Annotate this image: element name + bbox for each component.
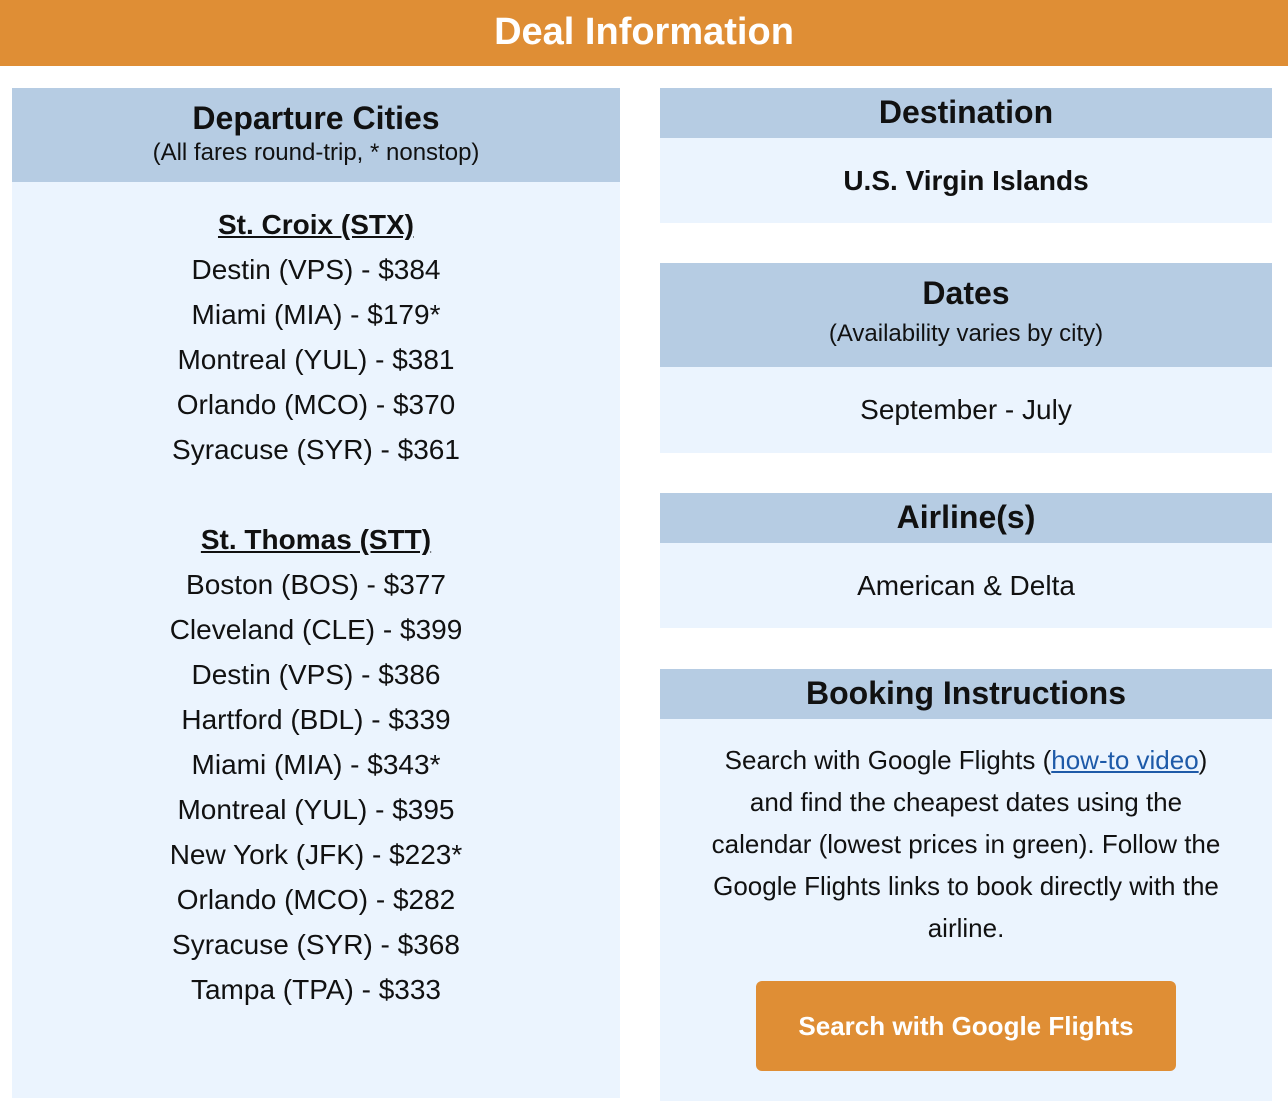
fare-item: Cleveland (CLE) - $399 <box>169 614 463 645</box>
fare-item: Boston (BOS) - $377 <box>186 569 446 600</box>
departure-cities-subtitle: (All fares round-trip, * nonstop) <box>152 139 480 166</box>
deal-information-banner: Deal Information <box>0 0 1288 66</box>
group-spacer <box>12 472 620 517</box>
fare-item: Orlando (MCO) - $370 <box>176 389 456 420</box>
dates-header <box>660 263 1272 367</box>
fare-item: Miami (MIA) - $179* <box>191 299 441 330</box>
airline-box <box>660 493 1272 628</box>
city-group-title-stx: St. Croix (STX) <box>217 209 414 240</box>
departure-cities-header <box>12 88 620 182</box>
fare-item: Syracuse (SYR) - $361 <box>172 434 460 465</box>
dates-box <box>660 263 1272 453</box>
booking-title: Booking Instructions <box>806 675 1126 711</box>
airline-header <box>660 493 1272 543</box>
fare-item: Syracuse (SYR) - $368 <box>172 929 460 960</box>
fare-item: Destin (VPS) - $386 <box>191 659 441 690</box>
airline-value: American & Delta <box>857 570 1075 601</box>
fare-item: Tampa (TPA) - $333 <box>190 974 442 1005</box>
dates-subtitle: (Availability varies by city) <box>828 320 1104 347</box>
fare-item: Destin (VPS) - $384 <box>191 254 441 285</box>
booking-text-end: ) and find the cheapest dates using the calendar (lowest prices in green). Follow the Google Flights links to book directly with the airline. <box>711 745 1221 943</box>
fare-item: Hartford (BDL) - $339 <box>181 704 451 735</box>
city-list <box>12 182 620 1012</box>
booking-instructions-text <box>660 719 1272 949</box>
fare-item: Montreal (YUL) - $381 <box>177 344 455 375</box>
booking-header <box>660 669 1272 719</box>
destination-box <box>660 88 1272 223</box>
search-google-flights-button[interactable]: Search with Google Flights <box>756 981 1176 1071</box>
how-to-video-link[interactable]: how-to video <box>1051 745 1199 775</box>
departure-cities-panel <box>12 88 620 1098</box>
dates-title: Dates <box>922 275 1010 311</box>
fare-item: Orlando (MCO) - $282 <box>176 884 456 915</box>
dates-value: September - July <box>860 394 1072 425</box>
destination-value: U.S. Virgin Islands <box>843 165 1089 196</box>
destination-title: Destination <box>878 94 1054 130</box>
departure-cities-title: Departure Cities <box>192 100 440 136</box>
city-group-title-stt: St. Thomas (STT) <box>200 524 432 555</box>
fare-item: Miami (MIA) - $343* <box>191 749 441 780</box>
fare-item: New York (JFK) - $223* <box>169 839 463 870</box>
fare-item: Montreal (YUL) - $395 <box>177 794 455 825</box>
booking-box <box>660 669 1272 1101</box>
booking-text-start: Search with Google Flights ( <box>724 745 1052 775</box>
destination-header <box>660 88 1272 138</box>
airline-title: Airline(s) <box>896 499 1036 535</box>
